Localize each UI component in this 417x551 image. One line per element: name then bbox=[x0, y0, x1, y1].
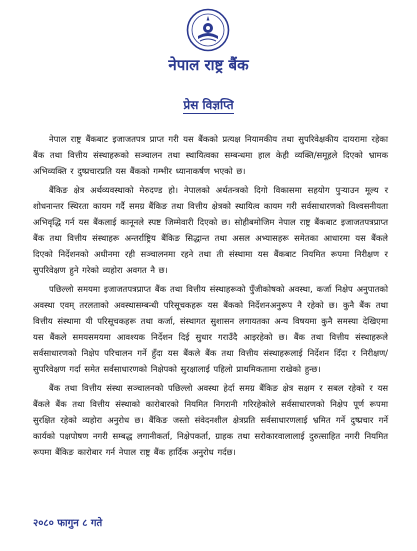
bank-name-heading: नेपाल राष्ट्र बैंक bbox=[168, 56, 249, 74]
press-release-title-text: प्रेस विज्ञप्ति bbox=[183, 98, 234, 112]
nepal-rastra-bank-emblem-icon bbox=[186, 8, 230, 52]
release-date: २०८० फागुन ८ गते bbox=[33, 518, 103, 529]
press-release-body bbox=[33, 131, 388, 463]
body-paragraph-1: नेपाल राष्ट्र बैंकबाट इजाजतपत्र प्राप्त गरी यस बैंकको प्रत्यक्ष नियामकीय तथा सुपरिवेक्षकीय दायरामा रहेका बैंक तथा वित्तीय संस्थाहरूको सञ्चालन तथा स्थायित्वका सम्बन्धमा हाल केही व्यक्ति/समूहले दिएको भ्रामक अभिव्यक्ति र दुष्प्रचारप्रति यस बैंकको गम्भीर ध्यानाकर्षण भएको छ। bbox=[33, 134, 388, 176]
body-paragraph-4: बैंक तथा वित्तीय संस्था सञ्चालनको पछिल्लो अवस्था हेर्दा समग्र बैंकिङ क्षेत्र सक्षम र सबल रहेको र यस बैंकले बैंक तथा वित्तीय संस्थाको कारोबारको नियमित निगरानी गरिरहेकोले सर्वसाधारणको निक्षेप पूर्ण रूपमा सुरक्षित रहेको व्यहोरा अनुरोध छ। बैंकिङ जस्तो संवेदनशील क्षेत्रप्रति सर्वसाधारणलाई भ्रमित गर्ने दुष्प्रचार गर्ने कार्यको पक्षपोषण नगरी सम्बद्ध लगानीकर्ता, निक्षेपकर्ता, ग्राहक तथा सरोकारवालालाई दुरुत्साहित नगरी नियमित रूपमा बैंकिङ कारोबार गर्न नेपाल राष्ट्र बैंक हार्दिक अनुरोध गर्दछ। bbox=[33, 383, 388, 457]
body-paragraph-3: पछिल्लो समयमा इजाजतपत्रप्राप्त बैंक तथा वित्तीय संस्थाहरूको पुँजीकोषको अवस्था, कर्जा निक्षेप अनुपातको अवस्था एवम् तरलताको अवस्थासम्बन्धी परिसूचकहरू यस बैंकको निर्देशनअनुरूप नै रहेको छ। कुनै बैंक तथा वित्तीय संस्थामा यी परिसूचकहरू तथा कर्जा, संस्थागत सुशासन लगायतका अन्य विषयमा कुनै समस्या देखिएमा यस बैंकले समयसमयमा आवश्यक निर्देशन दिई सुधार गराउँदै आइरहेको छ। बैंक तथा वित्तीय संस्थाहरूले सर्वसाधारणको निक्षेप परिचालन गर्ने हुँदा यस बैंकले बैंक तथा वित्तीय संस्थाहरूलाई निर्देशन दिँदा र निरीक्षण/सुपरिवेक्षण गर्दा समेत सर्वसाधारणको निक्षेपको सुरक्षालाई पहिलो प्राथमिकतामा राखेको हुन्छ। bbox=[33, 284, 388, 374]
body-paragraph-2: बैंकिङ क्षेत्र अर्थव्यवस्थाको मेरुदण्ड हो। नेपालको अर्थतन्त्रको दिगो विकासमा सहयोग पुऱ्याउन मूल्य र शोधनान्तर स्थिरता कायम गर्दै समग्र बैंकिङ तथा वित्तीय क्षेत्रको स्थायित्व कायम गरी सर्वसाधारणको विश्वसनीयता अभिवृद्धि गर्न यस बैंकलाई कानूनले स्पष्ट जिम्मेवारी दिएको छ। सोहीबमोजिम नेपाल राष्ट्र बैंकबाट इजाजतपत्रप्राप्त बैंक तथा वित्तीय संस्थाहरू अन्तर्राष्ट्रिय बैंकिङ सिद्धान्त तथा असल अभ्यासहरू समेतका आधारमा यस बैंकले दिएको निर्देशनको अधीनमा रही सञ्चालनमा रहने तथा ती संस्थामा यस बैंकबाट नियमित रूपमा निरीक्षण र सुपरिवेक्षण हुने गरेको व्यहोरा अवगत नै छ। bbox=[33, 185, 388, 275]
press-release-title bbox=[0, 98, 417, 112]
